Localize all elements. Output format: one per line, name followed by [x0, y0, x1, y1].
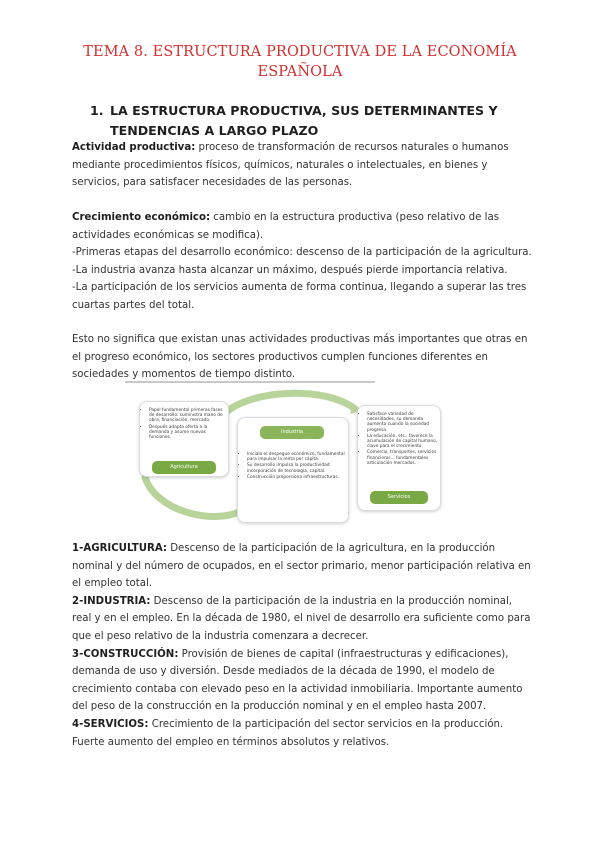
sectores-list [72, 540, 532, 751]
sector-text: Crecimiento de la participación del sector servicios en la producción. Fuerte aumento del empleo en términos absolutos y relativos. [72, 718, 504, 748]
industria-bullet: • Construcción proporciona infraestructuras. [247, 475, 348, 480]
actividad-text: proceso de transformación de recursos naturales o humanos mediante procedimientos físicos, químicos, naturales o intelectuales, en bienes y servicios, para satisfacer necesidades de las personas. [72, 142, 509, 189]
industria-bullet: • Inicialo el despegue económico, fundamental para impulsar la renta per cápita. [247, 452, 348, 462]
page-title: TEMA 8. ESTRUCTURA PRODUCTIVA DE LA ECONOMÍA ESPAÑOLA [83, 44, 517, 80]
servicios-bullet: • La educación, etc., favorece la acumulación de capital humano, clave para el crecimiento. [367, 434, 440, 450]
sector-text: Provisión de bienes de capital (infraestructuras y edificaciones), demanda de uso y diversión. Desde mediados de la década de 1990, el modelo de crecimiento contaba con elevado peso en la actividad inmobiliaria. Importante aumento del peso de la construcción en la producción nominal y en el empleo hasta 2007. [72, 648, 523, 713]
industria-bullet: • Su desarrollo impulsa la productividad: incorporación de tecnología, capital. [247, 463, 348, 473]
servicios-card [357, 405, 441, 511]
crecimiento-paragraph [72, 209, 532, 315]
crecimiento-term: Crecimiento económico: [72, 212, 211, 223]
crecimiento-text: cambio en la estructura productiva (peso relativo de las actividades económicas se modifica). [72, 212, 500, 241]
servicios-bullet: • Satisface variedad de necesidades, su demanda aumenta cuando la sociedad progresa. [367, 412, 440, 433]
section-title: LA ESTRUCTURA PRODUCTIVA, SUS DETERMINANTES Y TENDENCIAS A LARGO PLAZO [110, 103, 498, 138]
crecimiento-bullet: -Primeras etapas del desarrollo económico: descenso de la participación de la agricultura. [72, 247, 532, 259]
sector-item [72, 593, 532, 646]
agricultura-card [139, 401, 229, 477]
sector-term: 4-SERVICIOS: [72, 718, 149, 730]
top-rule [125, 381, 375, 383]
section-number: 1. [90, 103, 104, 118]
crecimiento-bullet: -La participación de los servicios aumenta de forma continua, llegando a superar las tres cuartas partes del total. [72, 282, 527, 311]
servicios-bullet: • Comercio, transportes, servicios financieros... fundamentales articulación mercados. [367, 450, 440, 466]
arc-bottom [145, 477, 245, 516]
sector-item [72, 646, 532, 716]
actividad-term: Actividad productiva: [72, 142, 196, 153]
sector-text: Descenso de la participación de la agricultura, en la producción nominal y del número de ocupados, en el sector primario, menor participación relativa en el empleo total. [72, 543, 531, 590]
nota-paragraph: Esto no significa que existan unas actividades productivas más importantes que otras en el progreso económico, los sectores productivos cumplen funciones diferentes en sociedades y momentos de tiempo distinto. [72, 334, 528, 381]
actividad-paragraph [72, 139, 532, 192]
agricultura-bullet: • Después adapta oferta a la demanda y asume nuevas funciones. [149, 425, 228, 441]
arc-top [221, 393, 355, 417]
sector-item [72, 716, 532, 751]
sector-term: 3-CONSTRUCCIÓN: [72, 648, 179, 660]
sectors-cycle-diagram [125, 381, 437, 529]
crecimiento-bullet: -La industria avanza hasta alcanzar un máximo, después pierde importancia relativa. [72, 264, 508, 276]
agricultura-bullet: • Papel fundamental primeras fases de desarrollo: suministra mano de obra, financiación, mercado. [149, 408, 228, 424]
section-heading [90, 101, 540, 141]
agricultura-label: Agricultura [152, 461, 216, 474]
servicios-label: Servicios [370, 491, 428, 504]
sector-item [72, 540, 532, 593]
sector-term: 2-INDUSTRIA: [72, 595, 151, 607]
industria-card [237, 417, 349, 523]
sector-text: Descenso de la participación de la industria en la producción nominal, real y en el empleo. En la década de 1980, el nivel de desarrollo era suficiente como para que el peso relativo de la industria comenzara a decrecer. [72, 595, 531, 642]
sector-term: 1-AGRICULTURA: [72, 543, 167, 554]
industria-label: Industria [260, 426, 324, 439]
